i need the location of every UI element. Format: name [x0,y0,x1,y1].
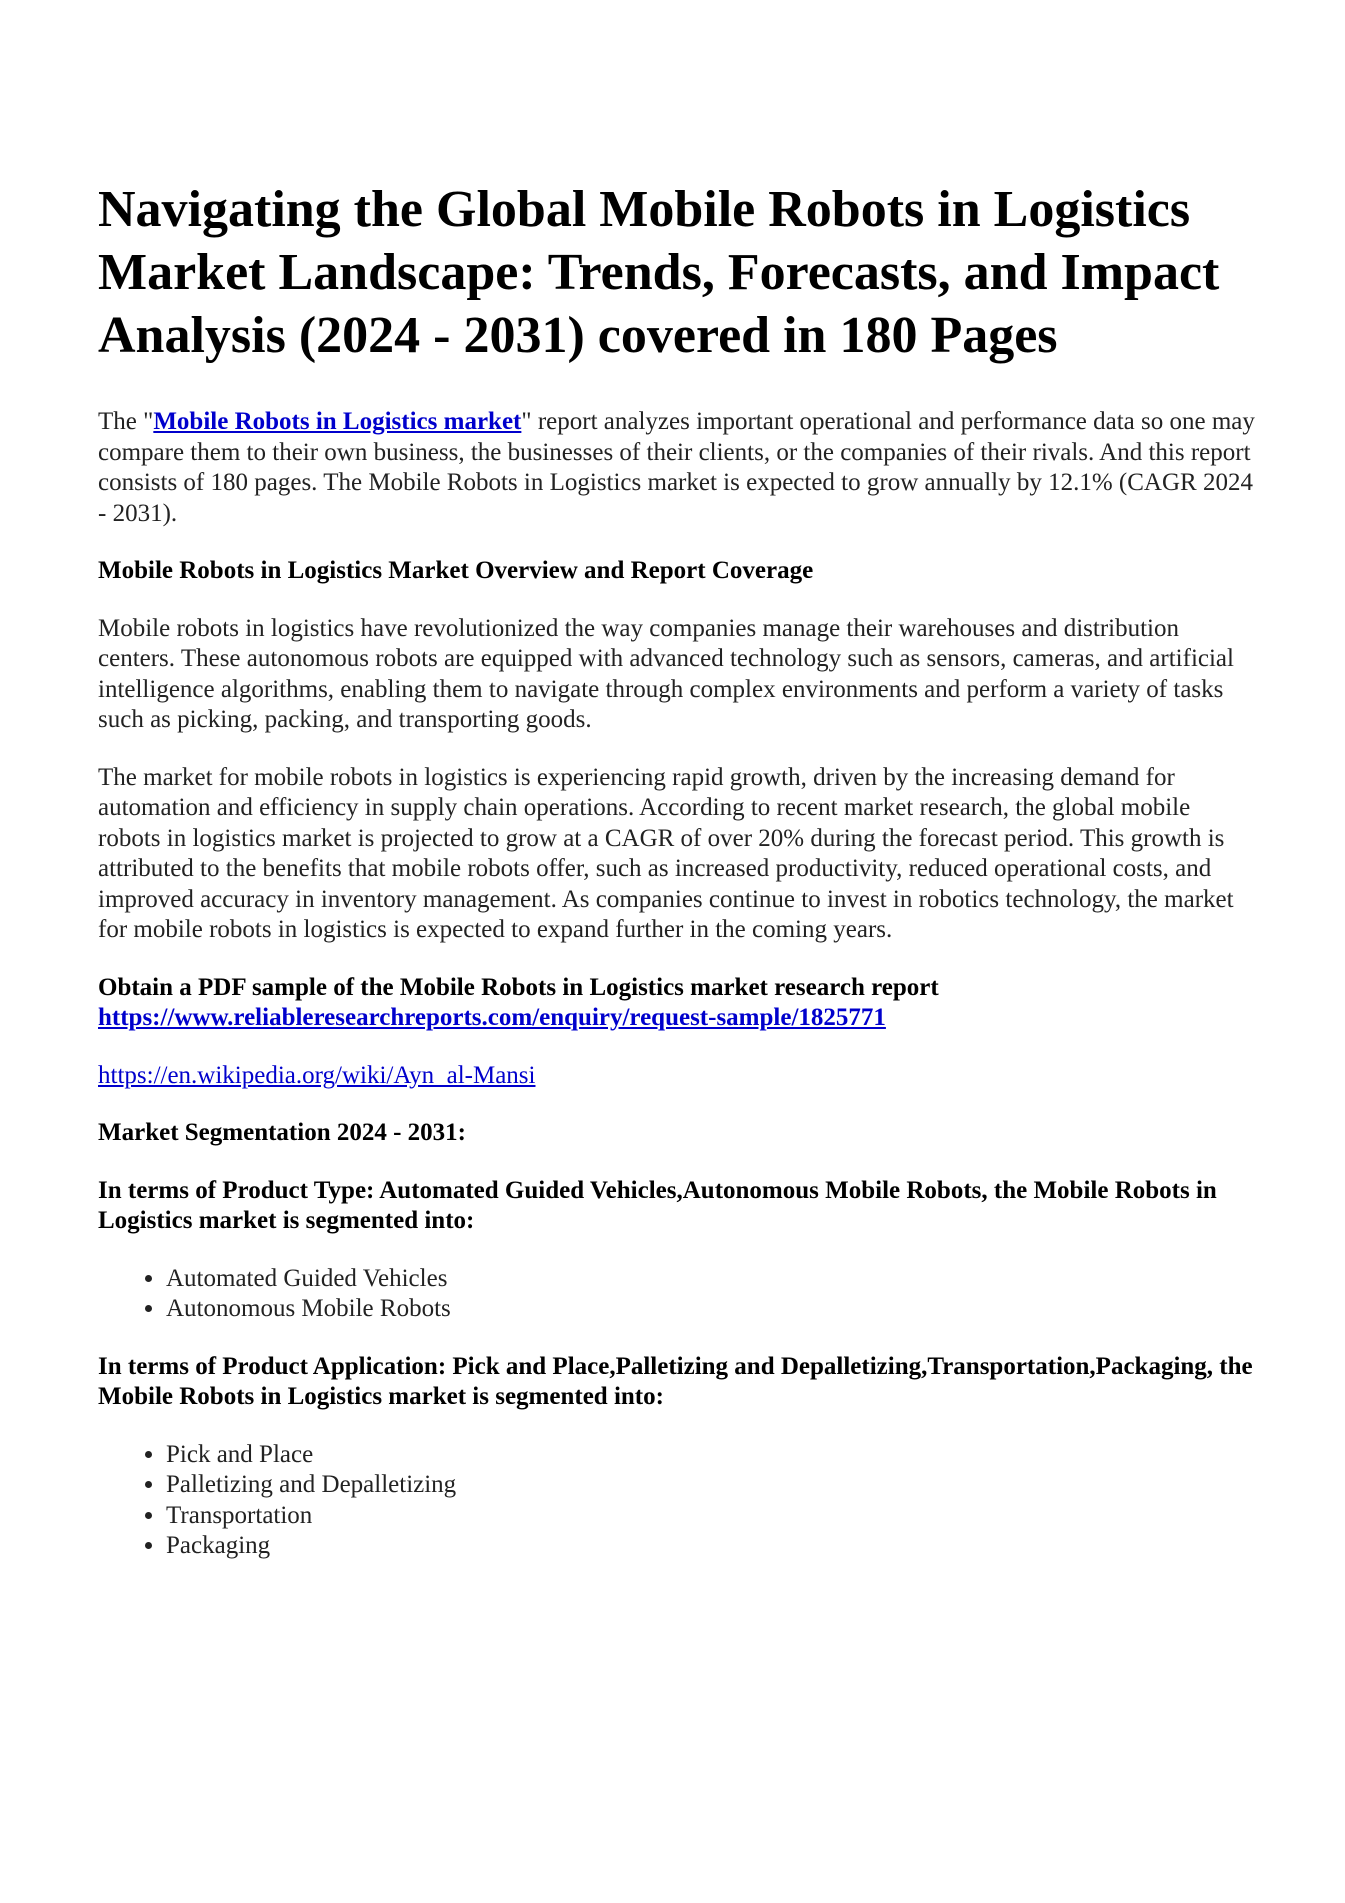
intro-paragraph [98,407,1258,529]
wiki-link[interactable]: https://en.wikipedia.org/wiki/Ayn_al-Mansi [98,1061,536,1089]
overview-paragraph-2: The market for mobile robots in logistics is experiencing rapid growth, driven by the increasing demand for automation and efficiency in supply chain operations. According to recent market research, the global mobile robots in logistics market is projected to grow at a CAGR of over 20% during the forecast period. This growth is attributed to the benefits that mobile robots offer, such as increased productivity, reduced operational costs, and improved accuracy in inventory management. As companies continue to invest in robotics technology, the market for mobile robots in logistics is expected to expand further in the coming years. [98,763,1234,943]
segmentation-heading: Market Segmentation 2024 - 2031: [98,1119,466,1146]
list-item: • Automated Guided Vehicles [166,1264,1247,1295]
list-item: • Packaging [166,1531,1247,1562]
overview-paragraph-1: Mobile robots in logistics have revolutionized the way companies manage their warehouses and distribution centers. These autonomous robots are equipped with advanced technology such as sensors, cameras, and artificial intelligence algorithms, enabling them to navigate through complex environments and perform a variety of tasks such as picking, packing, and transporting goods. [98,614,1234,733]
wiki-link-paragraph [98,1061,1258,1092]
overview-heading: Mobile Robots in Logistics Market Overview and Report Coverage [98,557,814,584]
sample-request [98,973,1258,1034]
intro-suffix: " report analyzes important operational and performance data so one may compare them to their own business, the businesses of their clients, or the companies of their rivals. And this report consists of 180 pages. The Mobile Robots in Logistics market is expected to grow annually by 12.1% (CAGR 2024 - 2031). [98,408,1255,527]
list-item: • Autonomous Mobile Robots [166,1294,1247,1325]
product-application-list [98,1440,1247,1562]
page-title: Navigating the Global Mobile Robots in Logistics Market Landscape: Trends, Forecasts, and Impact Analysis (2024 - 2031) covered in 180 Pages [98,181,1220,364]
market-report-link[interactable]: Mobile Robots in Logistics market [153,408,522,435]
list-item: • Palletizing and Depalletizing [166,1470,1247,1501]
product-type-heading: In terms of Product Type: Automated Guided Vehicles,Autonomous Mobile Robots, the Mobile Robots in Logistics market is segmented into: [98,1176,1217,1234]
sample-request-text: Obtain a PDF sample of the Mobile Robots in Logistics market research report [98,973,939,1001]
sample-request-link[interactable]: https://www.reliableresearchreports.com/enquiry/request-sample/1825771 [98,1004,886,1031]
product-type-list [98,1264,1247,1325]
list-item: • Pick and Place [166,1440,1247,1471]
list-item: • Transportation [166,1501,1247,1532]
product-application-heading: In terms of Product Application: Pick and Place,Palletizing and Depalletizing,Transportation,Packaging, the Mobile Robots in Logistics market is segmented into: [98,1352,1253,1410]
intro-prefix: The " [98,408,154,435]
